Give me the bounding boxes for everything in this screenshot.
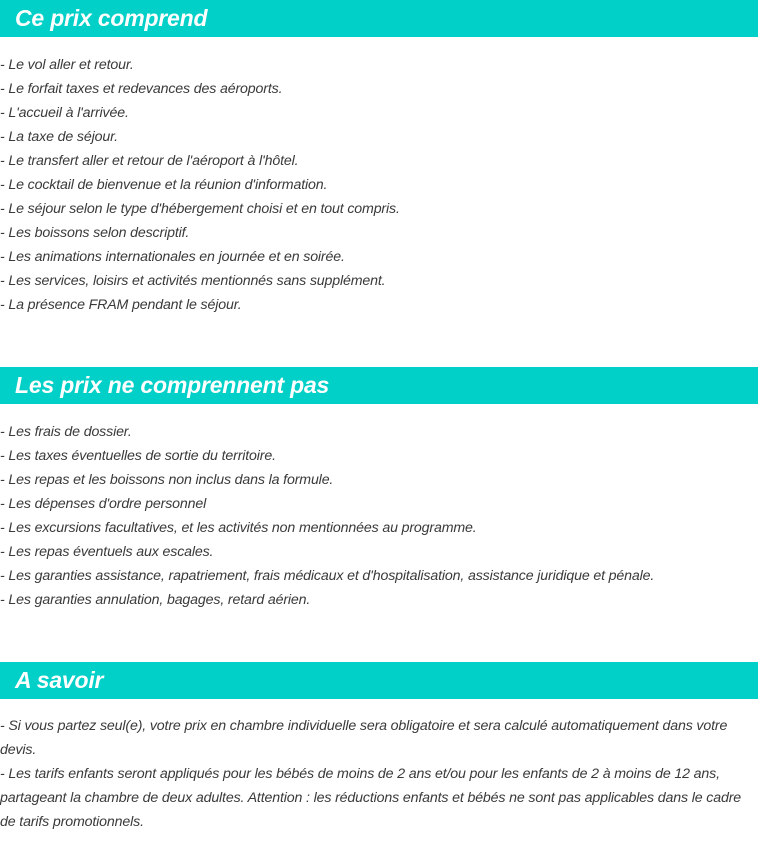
list-item: - Les repas et les boissons non inclus dans la formule. xyxy=(0,472,334,488)
section-price-includes xyxy=(0,0,758,317)
list-item: - La présence FRAM pendant le séjour. xyxy=(0,297,242,313)
section-title: Les prix ne comprennent pas xyxy=(15,372,330,398)
list-item: - Les frais de dossier. xyxy=(0,424,132,440)
list-item: - Les animations internationales en journée et en soirée. xyxy=(0,249,345,265)
excluded-list xyxy=(0,420,758,612)
info-list xyxy=(0,714,758,834)
section-header xyxy=(0,367,758,404)
list-item: - Le vol aller et retour. xyxy=(0,57,134,73)
list-item: - Le transfert aller et retour de l'aéroport à l'hôtel. xyxy=(0,153,299,169)
list-item: - Les dépenses d'ordre personnel xyxy=(0,496,207,512)
list-item: - Les garanties annulation, bagages, retard aérien. xyxy=(0,592,311,608)
list-item: - Les repas éventuels aux escales. xyxy=(0,544,214,560)
list-item: - Si vous partez seul(e), votre prix en chambre individuelle sera obligatoire et sera calculé automatiquement dans votre devis. xyxy=(0,718,728,758)
list-item: - Le cocktail de bienvenue et la réunion d'information. xyxy=(0,177,328,193)
section-header xyxy=(0,662,758,699)
list-item: - Les taxes éventuelles de sortie du territoire. xyxy=(0,448,276,464)
list-item: - Les services, loisirs et activités mentionnés sans supplément. xyxy=(0,273,386,289)
section-good-to-know xyxy=(0,662,758,834)
section-title: A savoir xyxy=(15,667,104,693)
list-item: - Les boissons selon descriptif. xyxy=(0,225,190,241)
list-item: - Les tarifs enfants seront appliqués pour les bébés de moins de 2 ans et/ou pour les enfants de 2 à moins de 12 ans, partageant la chambre de deux adultes. Attention : les réductions enfants et bébés ne sont pas applicables dans le cadre de tarifs promotionnels. xyxy=(0,766,742,830)
list-item: - Les excursions facultatives, et les activités non mentionnées au programme. xyxy=(0,520,477,536)
list-item: - Le forfait taxes et redevances des aéroports. xyxy=(0,81,283,97)
section-header xyxy=(0,0,758,37)
list-item: - Les garanties assistance, rapatriement, frais médicaux et d'hospitalisation, assistance juridique et pénale. xyxy=(0,568,655,584)
list-item: - L'accueil à l'arrivée. xyxy=(0,105,129,121)
included-list xyxy=(0,53,758,317)
section-title: Ce prix comprend xyxy=(15,5,208,31)
section-price-excludes xyxy=(0,367,758,612)
list-item: - La taxe de séjour. xyxy=(0,129,118,145)
list-item: - Le séjour selon le type d'hébergement choisi et en tout compris. xyxy=(0,201,400,217)
